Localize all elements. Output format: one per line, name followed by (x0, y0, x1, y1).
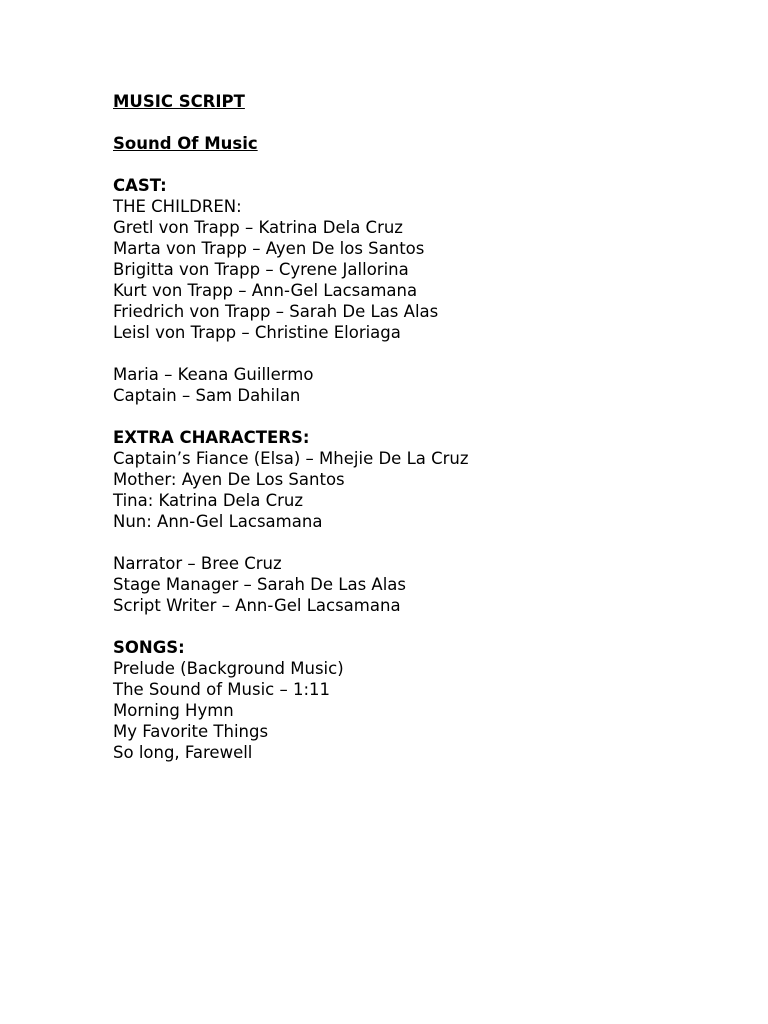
crew-line: Stage Manager – Sarah De Las Alas (113, 575, 406, 594)
cast-line: Mother: Ayen De Los Santos (113, 470, 345, 489)
cast-line: Nun: Ann-Gel Lacsamana (113, 512, 323, 531)
song-line: Prelude (Background Music) (113, 659, 344, 678)
crew-line: Script Writer – Ann-Gel Lacsamana (113, 596, 401, 615)
song-line: Morning Hymn (113, 701, 234, 720)
cast-line: Captain – Sam Dahilan (113, 386, 301, 405)
cast-line: Maria – Keana Guillermo (113, 365, 314, 384)
cast-line: Kurt von Trapp – Ann-Gel Lacsamana (113, 281, 418, 300)
songs-list (113, 658, 733, 763)
children-heading: THE CHILDREN: (113, 197, 242, 216)
spacer (113, 154, 733, 175)
cast-line: Leisl von Trapp – Christine Eloriaga (113, 323, 401, 342)
songs-heading: SONGS: (113, 638, 185, 657)
spacer (113, 112, 733, 133)
spacer (113, 616, 733, 637)
document-subtitle: Sound Of Music (113, 134, 258, 153)
crew-list (113, 553, 733, 616)
song-line: The Sound of Music – 1:11 (113, 680, 331, 699)
crew-line: Narrator – Bree Cruz (113, 554, 282, 573)
cast-line: Marta von Trapp – Ayen De los Santos (113, 239, 425, 258)
cast-line: Brigitta von Trapp – Cyrene Jallorina (113, 260, 409, 279)
document-page (113, 91, 733, 763)
leads-list (113, 364, 733, 406)
cast-line: Friedrich von Trapp – Sarah De Las Alas (113, 302, 439, 321)
song-line: So long, Farewell (113, 743, 253, 762)
cast-line: Tina: Katrina Dela Cruz (113, 491, 304, 510)
spacer (113, 406, 733, 427)
cast-line: Captain’s Fiance (Elsa) – Mhejie De La Cruz (113, 449, 469, 468)
spacer (113, 532, 733, 553)
extra-characters-heading: EXTRA CHARACTERS: (113, 428, 310, 447)
spacer (113, 343, 733, 364)
extras-list (113, 448, 733, 532)
cast-heading: CAST: (113, 176, 167, 195)
cast-line: Gretl von Trapp – Katrina Dela Cruz (113, 218, 403, 237)
document-title: MUSIC SCRIPT (113, 92, 245, 111)
children-list (113, 217, 733, 343)
song-line: My Favorite Things (113, 722, 269, 741)
